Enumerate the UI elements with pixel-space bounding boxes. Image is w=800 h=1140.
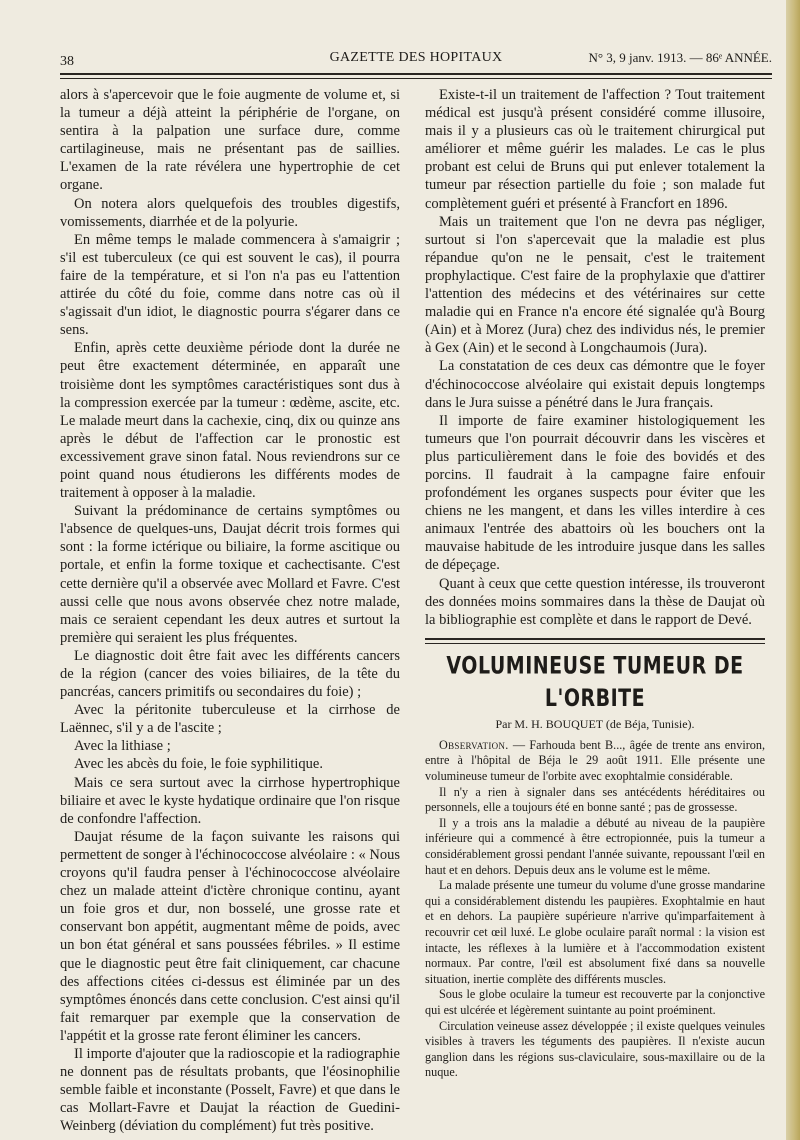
paragraph: alors à s'apercevoir que le foie augmente de volume et, si la tumeur a déjà atteint la périphérie de l'organe, on sentira à la palpation une surface dure, comme cartilagineuse, mais ne présentant pas de saillies. L'examen de la rate révélera une hypertrophie de cet organe. [60, 87, 400, 194]
paragraph: Mais un traitement que l'on ne devra pas négliger, surtout si l'on s'apercevait que la maladie est plus répandue qu'on ne le pensait, c'est le traitement prophylactique. C'est faire de la prophylaxie que d'attirer l'attention des médecins et des vétérinaires sur cette maladie qui en France n'a encore été signalée qu'à Bourg (Ain) et à Morez (Jura) chez des individus nés, le premier à Gex (Ain) et le second à Longchaumois (Jura). [425, 213, 765, 357]
page-number: 38 [60, 54, 74, 69]
paragraph: On notera alors quelquefois des troubles digestifs, vomissements, diarrhée et de la polyurie. [60, 195, 400, 230]
header-rule-thin [60, 78, 772, 79]
right-column [425, 86, 765, 1081]
paragraph: Enfin, après cette deuxième période dont la durée ne peut être exactement déterminée, en apparaît une troisième dont les symptômes caractéristiques sont dus à la compression exercée par la tumeur : œdème, ascite, etc. Le malade meurt dans la cachexie, cinq, dix ou quinze ans après le début de l'affection car le pronostic est excessivement grave sinon fatal. Nous reviendrons sur ce point quand nous étudierons les différents modes de traitement à opposer à la maladie. [60, 340, 400, 502]
paragraph: Il importe d'ajouter que la radioscopie et la radiographie ne donnent pas de résultats probants, que l'éosinophilie semble faible et inconstante (Posselt, Favre) et que dans le cas Mollart-Favre et Daujat la réaction de Guedini-Weinberg (déviation du complément) fut très positive. [60, 1045, 400, 1135]
paragraph: Suivant la prédominance de certains symptômes ou l'absence de quelques-uns, Daujat décrit trois formes qui sont : la forme ictérique ou biliaire, la forme ascitique ou portale, et enfin la forme toxique et cachectisante. C'est cette dernière qu'il a observée avec Mollard et Favre. C'est aussi celle que nous avons observée chez notre malade, mais ce seraient cependant les deux autres et surtout la première qui seraient les plus fréquentes. [60, 503, 400, 646]
paragraph: Avec la péritonite tuberculeuse et la cirrhose de Laënnec, s'il y a de l'ascite ; [60, 702, 400, 737]
article-body [425, 738, 765, 1081]
paragraph: Mais ce sera surtout avec la cirrhose hypertrophique biliaire et avec le kyste hydatique ordinaire que l'on risque de confondre l'affection. [60, 774, 400, 827]
paragraph: Circulation veineuse assez développée ; il existe quelques veinules visibles à travers les téguments des paupières. Il n'existe aucun ganglion dans les régions sus-claviculaire, sous-maxillaire ou de la nuque. [425, 1018, 765, 1080]
paragraph: La constatation de ces deux cas démontre que le foyer d'échinococcose alvéolaire qui existait depuis longtemps dans le Jura suisse a pénétré dans le Jura français. [425, 358, 765, 411]
paragraph: La malade présente une tumeur du volume d'une grosse mandarine qui a considérablement distendu les paupières. Exophtalmie en haut et en dehors. La paupière supérieure n'arrive qu'imparfaitement à recouvrir cet œil luxé. Le globe oculaire paraît normal : la vision est intacte, les réflexes à la lumière et à l'accommodation existent normaux. Par contre, l'œil est absolument fixé dans sa nouvelle situation, inertie complète des différents muscles. [425, 878, 765, 986]
paragraph: Avec les abcès du foie, le foie syphilitique. [74, 756, 323, 773]
running-head [60, 48, 772, 68]
paragraph: Le diagnostic doit être fait avec les différents cancers de la région (cancer des voies biliaires, de la tête du pancréas, cancers primitifs ou secondaires du foie) ; [60, 647, 400, 701]
paragraph: Daujat résume de la façon suivante les raisons qui permettent de songer à l'échinococcose alvéolaire : « Nous croyons qu'il faudra penser à l'échinococcose alvéolaire chez un malade atteint d'ictère chronique continu, ayant un foie gros et dur, non bosselé, une grosse rate et conservant bon appétit, augmentant même de poids, avec un bon état général et sans poussées fébriles. » Il estime que le diagnostic peut être fait cliniquement, car chacune des affections citées ci-dessus est éliminée par un des symptômes énoncés dans cette conclusion. C'est ainsi qu'il fait remarquer par exemple que la conservation de l'appétit et la grosse rate feront éliminer les cancers. [60, 828, 401, 1044]
article-byline: Par M. H. BOUQUET (de Béja, Tunisie). [495, 716, 695, 731]
paragraph: Existe-t-il un traitement de l'affection ? Tout traitement médical est jusqu'à présent considéré comme illusoire, mais il y a plusieurs cas où le traitement chirurgical put améliorer et même guérir les malades. Le cas le plus probant est celui de Bruns qui put enlever totalement la tumeur par résection partielle du foie ; son malade fut complètement guéri et présenté à Francfort en 1896. [425, 87, 765, 212]
paragraph: En même temps le malade commencera à s'amaigrir ; s'il est tuberculeux (ce qui est souvent le cas), il pourra faire de la température, et si l'on n'a pas eu l'attention attirée du côté du foie, comme dans notre cas où il s'agissait d'un idiot, le diagnostic pourra s'égarer dans ce sens. [60, 231, 400, 339]
paragraph: Il y a trois ans la maladie a débuté au niveau de la paupière inférieure qui a commencé à être ectropionnée, puis la tumeur a considérablement grossi pendant l'année suivante, repoussant l'œil en haut et en dehors. Depuis deux ans le volume est le même. [425, 815, 765, 877]
journal-title: GAZETTE DES HOPITAUX [329, 50, 503, 65]
paragraph: Quant à ceux que cette question intéresse, ils trouveront des données moins sommaires dans la thèse de Daujat où la bibliographie est complète et dans le rapport de Devé. [425, 575, 765, 628]
paragraph: Avec la lithiase ; [74, 738, 171, 755]
left-column [60, 86, 400, 1135]
issue-info: N° 3, 9 janv. 1913. — 86ᵉ ANNÉE. [588, 50, 772, 65]
section-divider [425, 638, 765, 644]
paragraph: Il importe de faire examiner histologiquement les tumeurs que l'on pourrait découvrir dans les viscères et plus particulièrement dans le foie des bovidés et des porcins. Il faudrait à la campagne faire enfouir profondément les organes suspects pour éviter que les chiens ne les mangent, et dans les villes interdire à ces animaux l'entrée des abattoirs où les bouchers ont la mauvaise habitude de les introduire jusque dans les salles de dépeçage. [425, 412, 765, 574]
observation-paragraph: Observation. — Farhouda bent B..., âgée de trente ans environ, entre à l'hôpital de Béja le 29 août 1911. Elle présente une volumineuse tumeur de l'orbite avec exophtalmie considérable. [425, 737, 765, 783]
article-title: VOLUMINEUSE TUMEUR DE L'ORBITE [446, 651, 744, 712]
paragraph: Sous le globe oculaire la tumeur est recouverte par la conjonctive qui est ulcérée et légèrement suintante au point proéminent. [425, 987, 765, 1017]
observation-label: Observation. [439, 737, 509, 752]
binding-edge [786, 0, 800, 1140]
header-rule-thick [60, 73, 772, 75]
paragraph: Il n'y a rien à signaler dans ses antécédents héréditaires ou personnels, elle a toujours été en bonne santé ; pas de grossesse. [425, 784, 765, 815]
